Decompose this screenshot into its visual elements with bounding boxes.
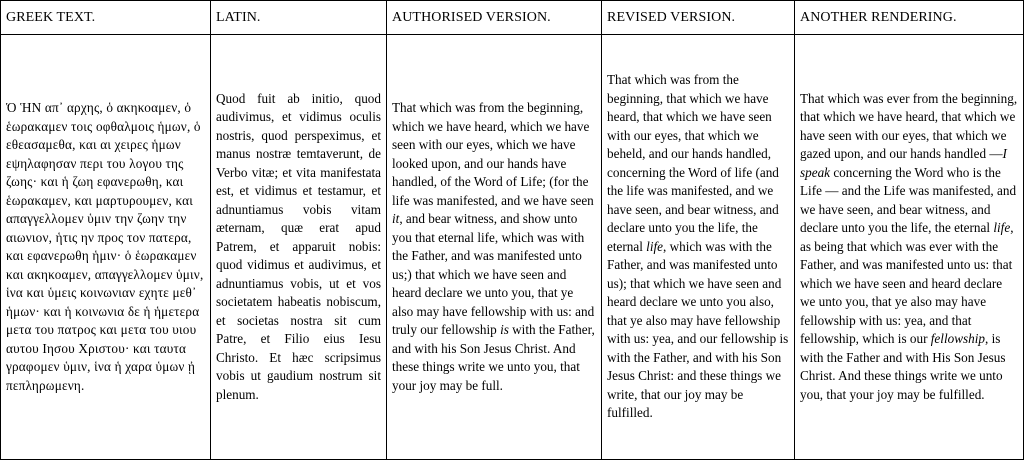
another-rendering-header: ANOTHER RENDERING. <box>795 1 1024 35</box>
text-row <box>1 35 1024 460</box>
another-text-part-2: concerning the Word who is the Life — and the Life was manifested, and we have seen, and bear witness, and declare unto you the life, the eternal <box>800 164 1017 236</box>
another-text-part-1: That which was ever from the beginning, that which we have heard, that which we have seen with our eyes, that which we gazed upon, and our hands handled — <box>800 90 1018 162</box>
latin-header: LATIN. <box>211 1 387 35</box>
greek-text-body: Ὁ ἩΝ απ᾽ αρχης, ὁ ακηκοαμεν, ὁ ἑωρακαμεν τοις οφθαλμοις ἡμων, ὁ εθεασαμεθα, και αι χειρες ἡμων εψηλαφησαν περι του λογου της ζωης· και ἡ ζωη εφανερωθη, και ἑωρακαμεν, και μαρτυρουμεν, και απαγγελλομεν ὑμιν την ζωην την αιωνιον, ἡτις ην προς τον πατερα, και εφανερωθη ἡμιν· ὁ ἑωρακαμεν και ακηκοαμεν, απαγγελλομεν ὑμιν, ἱνα και ὑμεις κοινωνιαν εχητε μεθ᾽ ἡμων· και ἡ κοινωνια δε ἡ ἡμετερα μετα του πατρος και μετα του υιου αυτου Ιησου Χριστου· και ταυτα γραφομεν ὑμιν, ἱνα ἡ χαρα ὑμων ᾐ πεπληρωμενη. <box>6 100 204 393</box>
authorised-text-part-1: That which was from the beginning, which we have heard, which we have seen with our eyes, which we have looked upon, and our hands have handled, of the Word of Life; (for the life was manifested, and we have seen <box>392 100 594 208</box>
another-rendering-cell <box>795 35 1024 460</box>
header-row <box>1 1 1024 35</box>
revised-italic-1: life <box>646 238 664 254</box>
revised-version-cell <box>602 35 795 460</box>
authorised-text-part-2: , and bear witness, and show unto you that eternal life, which was with the Father, and was manifested unto us;) that which we have seen and heard declare we unto you, that ye also may have fellowship with us: and truly our fellowship <box>392 211 595 337</box>
authorised-version-header: AUTHORISED VERSION. <box>387 1 602 35</box>
another-text-part-3: , as being that which was ever with the Father, and was manifested unto us: that which we have seen and heard declare we unto you, that ye also may have fellowship with us: yea, and that fellowship, which is our <box>800 220 1014 347</box>
latin-text-body: Quod fuit ab initio, quod audivimus, et vidimus oculis nostris, quod perspeximus, et manus nostræ temtaverunt, de Verbo vitæ; et vita manifestata est, et vidimus et testamur, et adnuntiamus vobis vitam æternam, quæ erat apud Patrem, et apparuit nobis: quod vidimus et audivimus, et adnuntiamus vobis, ut et vos societatem habeatis nobiscum, et societas nostra sit cum Patre, et Filio eius Iesu Christo. Et hæc scripsimus vobis ut gaudium nostrum sit plenum. <box>216 90 381 402</box>
authorised-italic-1: it <box>392 211 400 226</box>
greek-text-cell <box>1 35 211 460</box>
revised-version-header: REVISED VERSION. <box>602 1 795 35</box>
another-italic-2: life <box>993 220 1011 236</box>
revised-text-part-1: That which was from the beginning, that which we have heard, that which we have seen with our eyes, that which we beheld, and our hands handled, concerning the Word of life (and the life was manifested, and we have seen, and bear witness, and declare unto you the life, the eternal <box>607 72 779 254</box>
another-italic-1: I speak <box>800 146 1007 180</box>
authorised-version-cell <box>387 35 602 460</box>
authorised-italic-2: is <box>500 322 509 337</box>
greek-text-header: GREEK TEXT. <box>1 1 211 35</box>
another-italic-3: fellowship <box>930 331 985 347</box>
latin-text-cell <box>211 35 387 460</box>
authorised-text-part-3: with the Father, and with his Son Jesus Christ. And these things write we unto you, that your joy may be full. <box>392 322 595 393</box>
another-text-part-4: , is with the Father and with His Son Jesus Christ. And these things write we unto you, that your joy may be fulfilled. <box>800 331 1006 402</box>
revised-text-part-2: , which was with the Father, and was manifested unto us); that which we have seen and heard declare we unto you also, that ye also may have fellowship with us: yea, and our fellowship is with the Father, and with his Son Jesus Christ: and these things we write, that our joy may be fulfilled. <box>607 238 789 421</box>
